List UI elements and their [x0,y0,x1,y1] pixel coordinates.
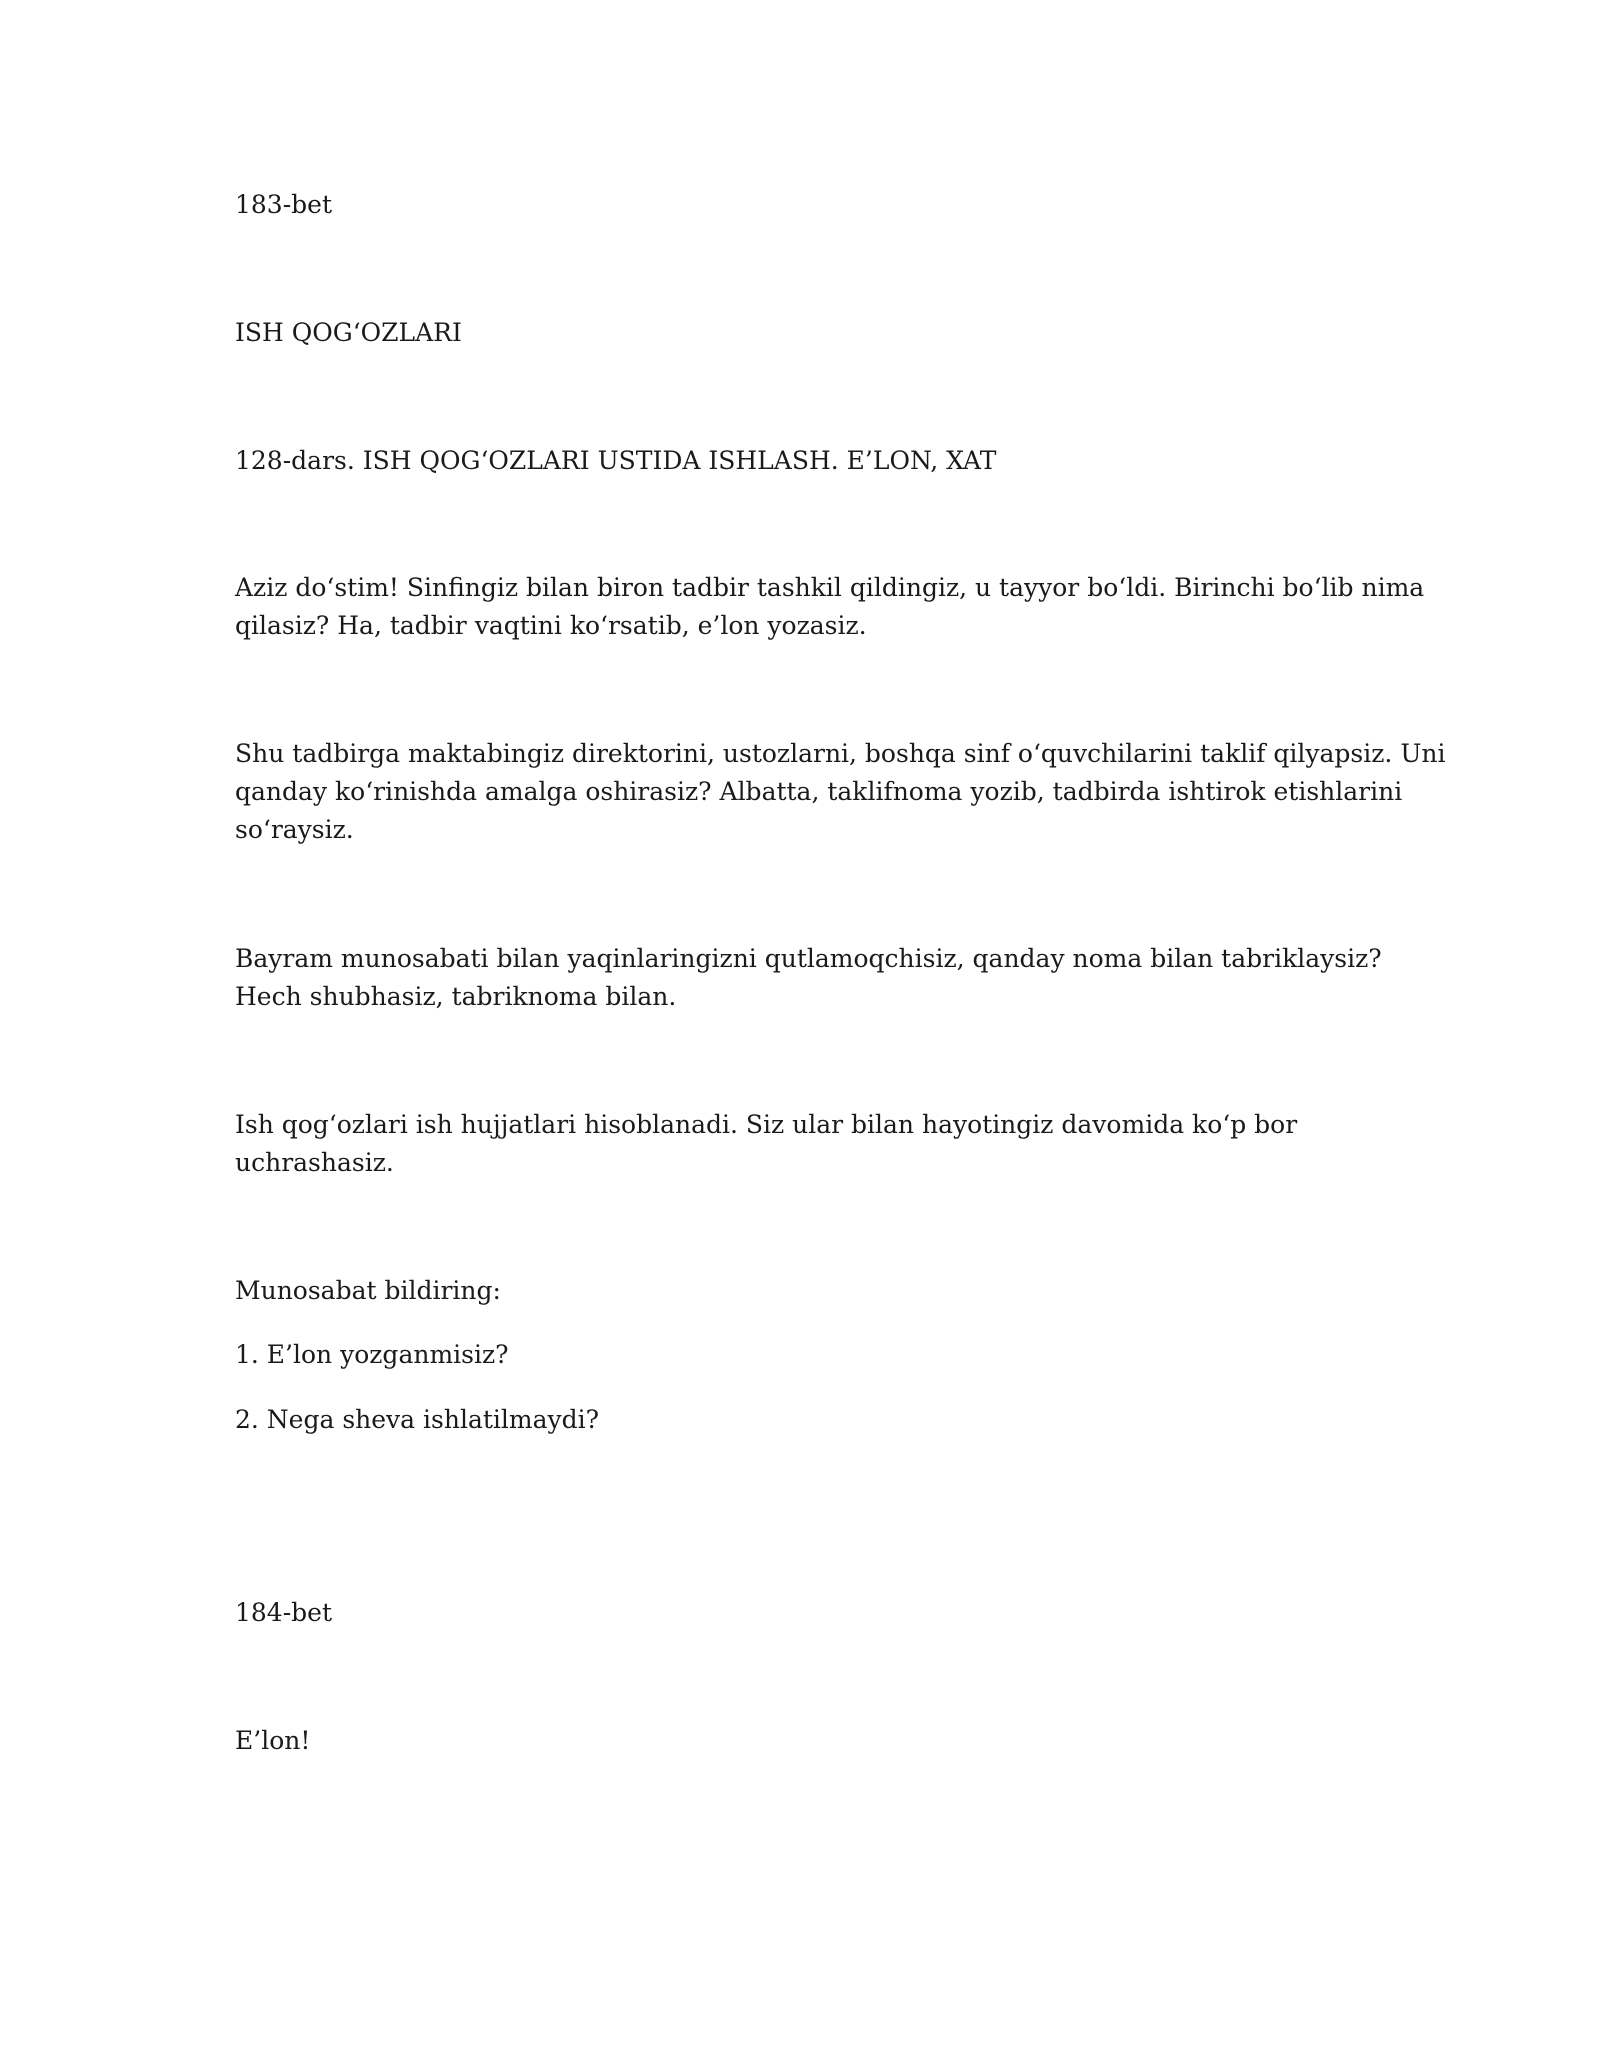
question-2: 2. Nega sheva ishlatilmaydi? [235,1405,600,1434]
page-number-184: 184-bet [235,1598,333,1627]
paragraph-line: qanday ko‘rinishda amalga oshirasiz? Albatta, taklifnoma yozib, tadbirda ishtirok etishlarini [235,777,1403,806]
paragraph-intro [235,569,1425,645]
task-heading: Munosabat bildiring: [235,1276,501,1305]
paragraph-line: Aziz do‘stim! Sinfingiz bilan biron tadbir tashkil qildingiz, u tayyor bo‘ldi. Birinchi bo‘lib nima [235,573,1425,602]
paragraph-line: Hech shubhasiz, tabriknoma bilan. [235,982,677,1011]
page-number-183: 183-bet [235,190,333,219]
section-title: ISH QOG‘OZLARI [235,318,462,347]
paragraph-line: uchrashasiz. [235,1148,394,1177]
paragraph-line: Shu tadbirga maktabingiz direktorini, ustozlarni, boshqa sinf o‘quvchilarini taklif qilyapsiz. Uni [235,739,1446,768]
paragraph-line: so‘raysiz. [235,815,354,844]
announcement-heading: E’lon! [235,1726,311,1755]
paragraph-line: Bayram munosabati bilan yaqinlaringizni qutlamoqchisiz, qanday noma bilan tabriklaysiz? [235,944,1382,973]
paragraph-greeting [235,940,1382,1016]
lesson-title: 128-dars. ISH QOG‘OZLARI USTIDA ISHLASH. E’LON, XAT [235,446,997,475]
paragraph-invitation [235,735,1446,849]
paragraph-documents [235,1106,1375,1182]
paragraph-line: qilasiz? Ha, tadbir vaqtini ko‘rsatib, e’lon yozasiz. [235,611,867,640]
question-1: 1. E’lon yozganmisiz? [235,1340,509,1369]
paragraph-line: Ish qog‘ozlari ish hujjatlari hisoblanadi. Siz ular bilan hayotingiz davomida ko‘p bor [235,1110,1298,1139]
